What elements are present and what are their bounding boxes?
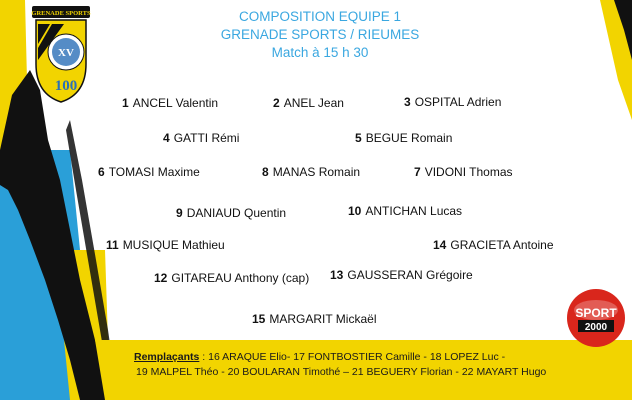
player-number: 13 <box>330 268 344 282</box>
player-name: GITAREAU Anthony (cap) <box>171 271 310 285</box>
sponsor-bottom-text: 2000 <box>584 322 608 333</box>
title-line-3: Match à 15 h 30 <box>271 45 369 60</box>
player-name: TOMASI Maxime <box>108 165 200 179</box>
substitutes-line-1 <box>134 350 554 365</box>
substitutes-text-1: : 16 ARAQUE Elio- 17 FONTBOSTIER Camille - 18 LOPEZ Luc - <box>199 351 506 363</box>
player-name: OSPITAL Adrien <box>414 95 502 109</box>
player-number: 11 <box>106 238 119 252</box>
substitutes-line-2: 19 MALPEL Théo - 20 BOULARAN Timothé – 21 BEGUERY Florian - 22 MAYART Hugo <box>136 366 547 378</box>
player-number: 2 <box>273 96 280 110</box>
player-name: MUSIQUE Mathieu <box>122 238 225 252</box>
player-15 <box>252 312 377 326</box>
player-name: GAUSSERAN Grégoire <box>347 268 473 282</box>
player-8 <box>262 165 360 179</box>
player-7 <box>414 165 513 179</box>
logo-number-text: 100 <box>54 78 78 94</box>
player-name: MARGARIT Mickaël <box>269 312 377 326</box>
player-name: GATTI Rémi <box>173 131 240 145</box>
logo-badge-text: XV <box>58 47 74 59</box>
player-10 <box>348 204 462 218</box>
player-12 <box>154 271 309 285</box>
player-name: ANTICHAN Lucas <box>365 204 463 218</box>
player-number: 9 <box>176 206 183 220</box>
player-name: BEGUE Romain <box>365 131 453 145</box>
player-name: MANAS Romain <box>272 165 361 179</box>
player-number: 14 <box>433 238 447 252</box>
player-number: 15 <box>252 312 266 326</box>
player-number: 7 <box>414 165 421 179</box>
player-number: 1 <box>122 96 129 110</box>
player-name: ANCEL Valentin <box>132 96 219 110</box>
player-name: GRACIETA Antoine <box>450 238 554 252</box>
player-9 <box>176 206 286 220</box>
substitutes-label: Remplaçants <box>134 351 200 363</box>
player-3 <box>404 95 501 109</box>
page-title <box>210 8 430 62</box>
club-logo <box>30 4 92 104</box>
player-13 <box>330 268 473 282</box>
logo-ribbon-text: GRENADE SPORTS <box>31 10 91 17</box>
player-number: 8 <box>262 165 269 179</box>
substitutes-list <box>134 350 554 380</box>
player-4 <box>163 131 239 145</box>
sponsor-logo <box>566 288 626 348</box>
player-number: 5 <box>355 131 362 145</box>
player-1 <box>122 96 218 110</box>
player-14 <box>433 238 554 252</box>
player-5 <box>355 131 452 145</box>
title-line-1: COMPOSITION EQUIPE 1 <box>238 9 402 24</box>
player-6 <box>98 165 200 179</box>
player-name: DANIAUD Quentin <box>186 206 287 220</box>
sponsor-top-text: SPORT <box>575 306 617 320</box>
player-number: 3 <box>404 95 411 109</box>
player-number: 4 <box>163 131 170 145</box>
player-number: 12 <box>154 271 168 285</box>
player-2 <box>273 96 344 110</box>
player-number: 10 <box>348 204 362 218</box>
player-number: 6 <box>98 165 105 179</box>
title-line-2: GRENADE SPORTS / RIEUMES <box>220 27 420 42</box>
player-name: VIDONI Thomas <box>424 165 513 179</box>
player-11 <box>106 238 225 252</box>
player-name: ANEL Jean <box>283 96 344 110</box>
